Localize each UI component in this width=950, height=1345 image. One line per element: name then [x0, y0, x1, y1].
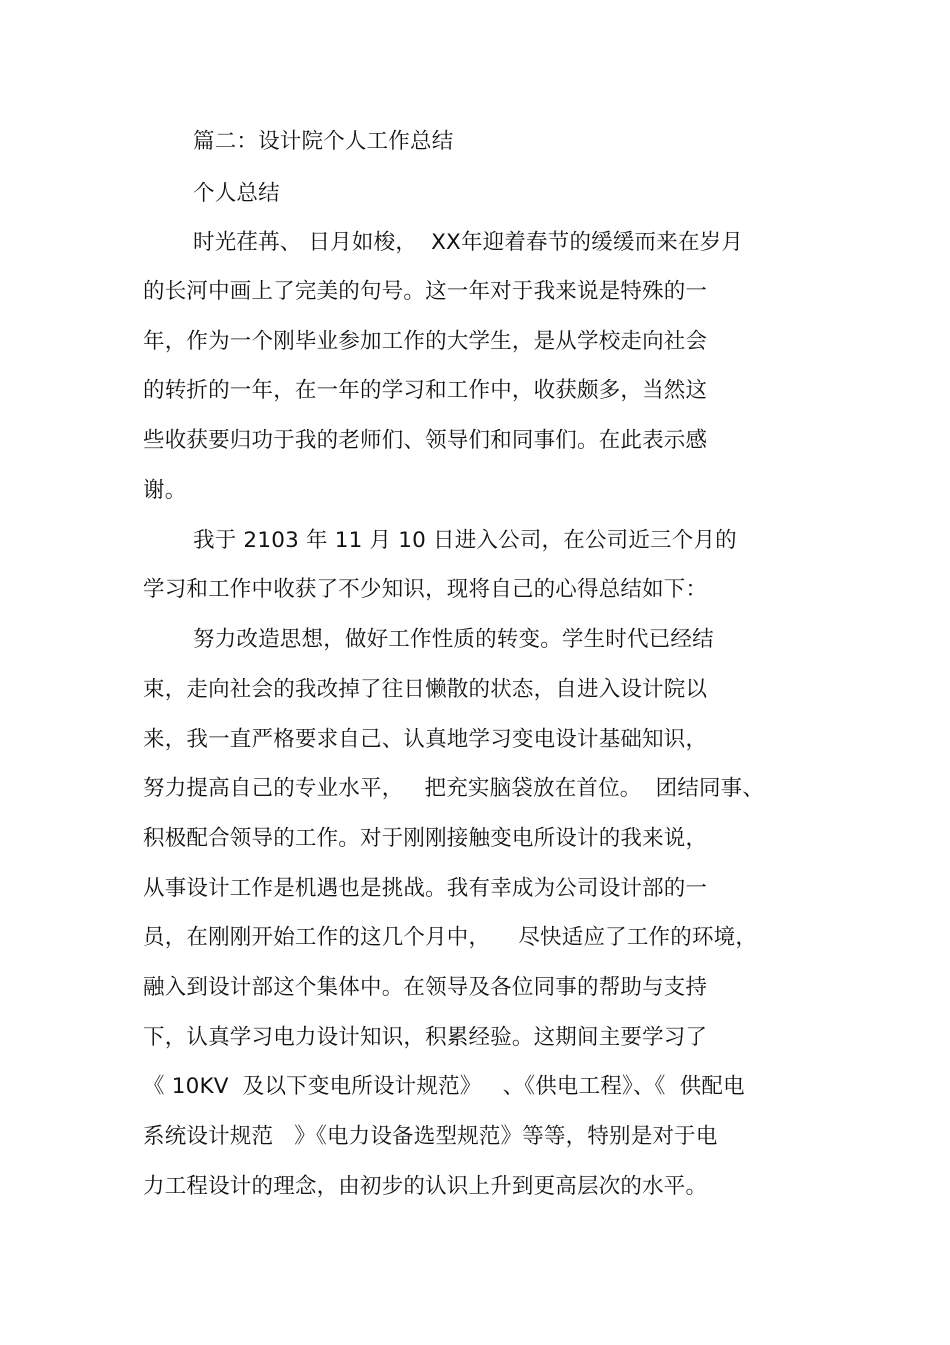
paragraph-3-line-1: 努力改造思想，做好工作性质的转变。学生时代已经结 [193, 627, 714, 652]
paragraph-1-line-3: 年，作为一个刚毕业参加工作的大学生，是从学校走向社会 [143, 329, 708, 354]
document-subheading: 个人总结 [193, 181, 280, 206]
paragraph-3-line-3: 来，我一直严格要求自己、认真地学习变电设计基础知识， [143, 727, 708, 752]
paragraph-1-line-5: 些收获要归功于我的老师们、领导们和同事们。在此表示感 [143, 428, 708, 453]
paragraph-3-line-9: 下，认真学习电力设计知识，积累经验。这期间主要学习了 [143, 1025, 708, 1050]
paragraph-1-line-6: 谢。 [143, 478, 187, 503]
paragraph-3-line-12: 力工程设计的理念，由初步的认识上升到更高层次的水平。 [143, 1174, 708, 1199]
paragraph-3-line-4: 努力提高自己的专业水平， 把充实脑袋放在首位。 团结同事、 [143, 776, 765, 801]
paragraph-2-line-1: 我于 2103 年 11 月 10 日进入公司，在公司近三个月的 [193, 528, 737, 553]
paragraph-3-line-5: 积极配合领导的工作。对于刚刚接触变电所设计的我来说， [143, 826, 708, 851]
paragraph-3-line-6: 从事设计工作是机遇也是挑战。我有幸成为公司设计部的一 [143, 876, 708, 901]
paragraph-1-line-2: 的长河中画上了完美的句号。这一年对于我来说是特殊的一 [143, 279, 708, 304]
paragraph-3-line-11: 系统设计规范 》《电力设备选型规范》等等，特别是对于电 [143, 1124, 718, 1149]
paragraph-1-line-4: 的转折的一年，在一年的学习和工作中，收获颇多，当然这 [143, 378, 708, 403]
document-heading: 篇二：设计院个人工作总结 [193, 129, 454, 154]
paragraph-2-line-2: 学习和工作中收获了不少知识，现将自己的心得总结如下： [143, 577, 708, 602]
paragraph-1-line-1: 时光荏苒、 日月如梭， XX年迎着春节的缓缓而来在岁月 [193, 230, 744, 255]
paragraph-3-line-2: 束，走向社会的我改掉了往日懒散的状态，自进入设计院以 [143, 677, 708, 702]
paragraph-3-line-7: 员，在刚刚开始工作的这几个月中， 尽快适应了工作的环境， [143, 925, 758, 950]
paragraph-3-line-10: 《 10KV 及以下变电所设计规范》 、《供电工程》、《 供配电 [143, 1074, 745, 1099]
paragraph-3-line-8: 融入到设计部这个集体中。在领导及各位同事的帮助与支持 [143, 975, 708, 1000]
